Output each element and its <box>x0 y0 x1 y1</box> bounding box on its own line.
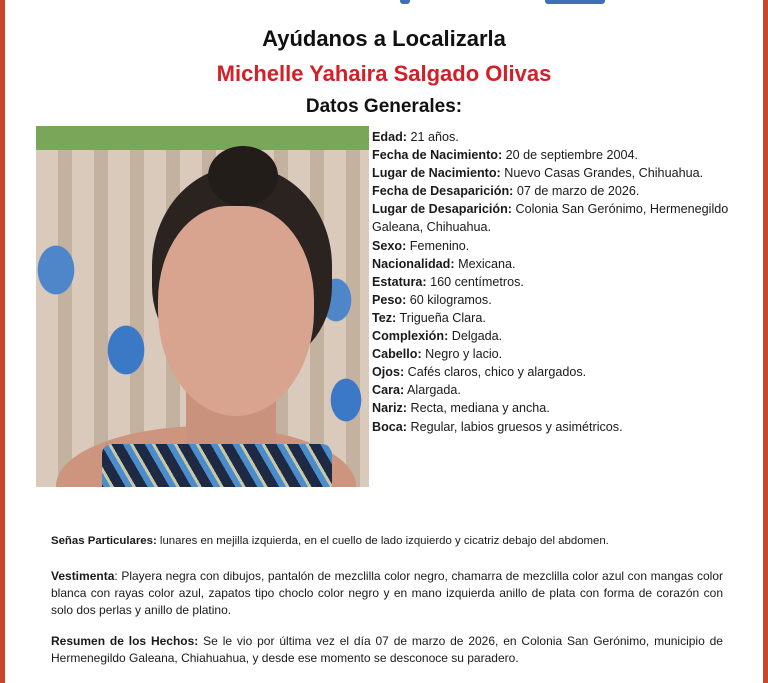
top-banner-mark <box>545 0 605 4</box>
general-data-row <box>372 255 762 273</box>
general-data-row <box>372 182 762 200</box>
general-data-value: Cafés claros, chico y alargados. <box>404 365 587 380</box>
distinguishing-marks-label: Señas Particulares: <box>51 535 157 547</box>
general-data-value: 160 centímetros. <box>426 274 524 289</box>
general-data-value: Alargada. <box>404 383 461 398</box>
clothing-label: Vestimenta <box>51 569 115 583</box>
general-data-heading: Datos Generales: <box>305 96 463 117</box>
missing-person-name: Michelle Yahaira Salgado Olivas <box>216 61 552 86</box>
general-data-row <box>372 237 762 255</box>
general-data-label: Edad: <box>372 130 407 144</box>
general-data-row <box>372 164 762 182</box>
general-data-row <box>372 327 762 345</box>
general-data-row <box>372 399 762 417</box>
photo-hair-bun <box>208 146 278 206</box>
general-data-label: Fecha de Desaparición: <box>372 184 514 199</box>
clothing-text: : Playera negra con dibujos, pantalón de mezclilla color negro, chamarra de mezclilla color azul con mangas color blanca con rayas color azul, zapatos tipo choclo color negro y en mano izquierda anillo de plata con forma de corazón con solo dos perlas y anillo de platino. <box>51 569 723 617</box>
general-data-label: Lugar de Nacimiento: <box>372 166 501 181</box>
general-data-label: Fecha de Nacimiento: <box>372 148 503 163</box>
general-data-value: 20 de septiembre 2004. <box>502 148 638 163</box>
general-data-list <box>372 128 762 436</box>
general-data-label: Nacionalidad: <box>372 256 455 271</box>
general-data-value: Mexicana. <box>454 256 516 271</box>
general-data-value: 60 kilogramos. <box>406 292 492 307</box>
general-data-label: Nariz: <box>372 401 407 416</box>
distinguishing-marks <box>51 533 723 550</box>
general-data-value: Recta, mediana y ancha. <box>407 401 550 416</box>
general-data-row <box>372 309 762 327</box>
general-data-value: Negro y lacio. <box>421 347 503 362</box>
general-data-row <box>372 128 762 146</box>
photo-clothing <box>102 444 332 487</box>
general-data-label: Tez: <box>372 310 397 325</box>
facts-summary-text: Se le vio por última vez el día 07 de marzo de 2026, en Colonia San Gerónimo, municipio de Hermenegildo Galeana, Chiahuahua, y desde ese momento se desconoce su paradero. <box>51 634 723 665</box>
general-data-label: Lugar de Desaparición: <box>372 202 512 217</box>
general-data-row <box>372 381 762 399</box>
general-data-value: Colonia San Gerónimo, Hermenegildo Galeana, Chihuahua. <box>372 202 729 235</box>
general-data-label: Complexión: <box>372 329 449 344</box>
general-data-value: Delgada. <box>448 329 503 344</box>
general-data-value: Nuevo Casas Grandes, Chihuahua. <box>500 166 704 181</box>
general-data-row <box>372 363 762 381</box>
general-data-value: Trigueña Clara. <box>396 310 486 325</box>
general-data-row <box>372 291 762 309</box>
distinguishing-marks-text: lunares en mejilla izquierda, en el cuello de lado izquierdo y cicatriz debajo del abdomen. <box>156 535 609 547</box>
general-data-value: Femenino. <box>406 238 470 253</box>
top-banner-edge <box>5 0 763 9</box>
general-data-value: Regular, labios gruesos y asimétricos. <box>407 419 623 434</box>
facts-summary-label: Resumen de los Hechos: <box>51 634 199 648</box>
general-data-label: Sexo: <box>372 238 407 253</box>
general-data-row <box>372 345 762 363</box>
general-data-row <box>372 418 762 436</box>
general-data-row <box>372 273 762 291</box>
general-data-value: 07 de marzo de 2026. <box>513 184 640 199</box>
clothing-description <box>51 568 723 619</box>
top-banner-mark <box>400 0 410 4</box>
facts-summary <box>51 633 723 667</box>
general-data-label: Cara: <box>372 383 405 398</box>
help-heading: Ayúdanos a Localizarla <box>262 26 506 51</box>
general-data-row <box>372 200 762 236</box>
missing-person-photo <box>36 126 369 487</box>
general-data-label: Ojos: <box>372 365 405 380</box>
general-data-row <box>372 146 762 164</box>
general-data-label: Boca: <box>372 419 407 434</box>
general-data-label: Estatura: <box>372 274 427 289</box>
general-data-value: 21 años. <box>406 130 459 144</box>
general-data-label: Peso: <box>372 292 407 307</box>
general-data-label: Cabello: <box>372 347 422 362</box>
photo-face <box>158 206 314 416</box>
